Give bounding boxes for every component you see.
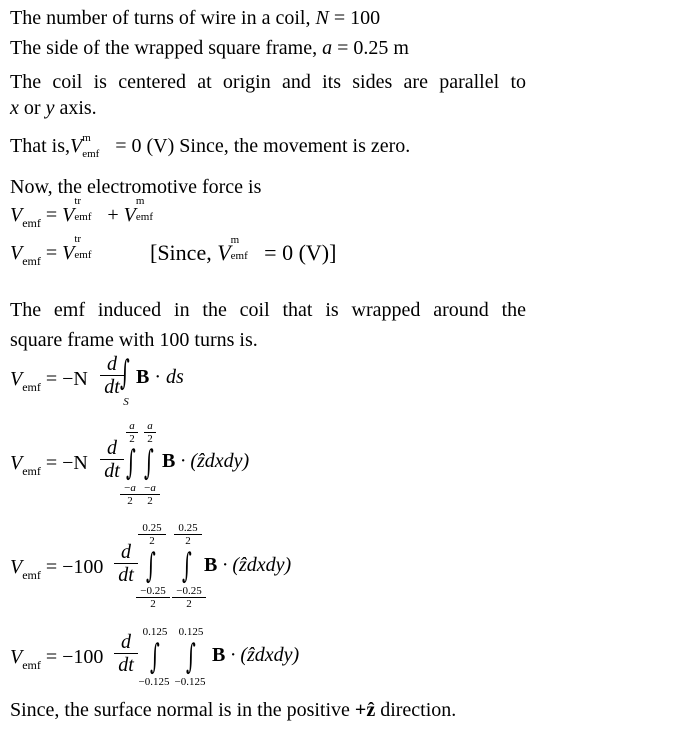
lower-limit-0125-2: −0.125 [174,676,206,688]
text-line-square-frame: square frame with 100 turns is. [10,329,258,351]
upper-limit-0125-1: 0.125 [142,626,168,638]
integrand-b-zdxdy-1: B · (ẑdxdy) [162,450,250,472]
equation-double-integral-0125: $V_{emf} = -100$ [10,646,104,672]
equation-emf-transformer: $V_{emf} = V$ tr emf [10,233,92,268]
integral-sign-4a: ∫ [149,637,160,677]
text-line-axis: x or y axis. [10,97,97,119]
fraction-d-dt-4: $\frac{d}{dt}$ [114,631,138,676]
integral-limit-s: S [123,396,129,408]
lower-limit-025-2: −0.25 2 [172,585,206,610]
text-line-motional-zero: That is,V m emf = 0 (V) Since, the movement is zero. [10,132,411,160]
equation-double-integral-025: $V_{emf} = -100$ [10,556,104,582]
text-line-turns: The number of turns of wire in a coil, N = 100 [10,7,381,29]
fraction-d-dt-2: $\frac{d}{dt}$ [100,437,124,482]
since-note: [Since, V m emf = 0 (V)] [150,234,337,265]
integrand-b-zdxdy-2: B · (ẑdxdy) [204,554,292,576]
integral-sign-3a: ∫ [145,546,156,586]
text-line-surface-normal: Since, the surface normal is in the positive +ẑ direction. [10,699,457,721]
fraction-d-dt-3: $\frac{d}{dt}$ [114,541,138,586]
integral-sign-1: ∫ [119,353,130,393]
integrand-b-zdxdy-3: B · (ẑdxdy) [212,644,300,666]
upper-limit-a2-1: a 2 [126,420,138,445]
text-line-emf-induced: The emf induced in the coil that is wrapped around the [10,299,526,321]
upper-limit-a2-2: a 2 [144,420,156,445]
text-line-side: The side of the wrapped square frame, a = 0.25 m [10,37,409,59]
lower-limit-a2-1: −a 2 [120,482,140,507]
equation-double-integral-a: $V_{emf} = -N$ [10,452,88,478]
equation-emf-sum: $V_{emf} = V$ tr emf + V m emf [10,195,153,230]
equation-surface-integral: $V_{emf} = -N$ [10,368,88,394]
upper-limit-0125-2: 0.125 [178,626,204,638]
integral-sign-3b: ∫ [181,546,192,586]
upper-limit-025-2: 0.25 2 [174,522,202,547]
lower-limit-0125-1: −0.125 [138,676,170,688]
fraction-d-dt-1: $\frac{d}{dt}$ [100,353,124,398]
lower-limit-025-1: −0.25 2 [136,585,170,610]
integral-sign-2a: ∫ [125,443,136,483]
integral-sign-4b: ∫ [185,637,196,677]
upper-limit-025-1: 0.25 2 [138,522,166,547]
integrand-b-ds: B · ds [136,366,184,388]
integral-sign-2b: ∫ [143,443,154,483]
text-line-emf-intro: Now, the electromotive force is [10,176,262,198]
text-line-centered: The coil is centered at origin and its sides are parallel to [10,71,526,93]
lower-limit-a2-2: −a 2 [140,482,160,507]
